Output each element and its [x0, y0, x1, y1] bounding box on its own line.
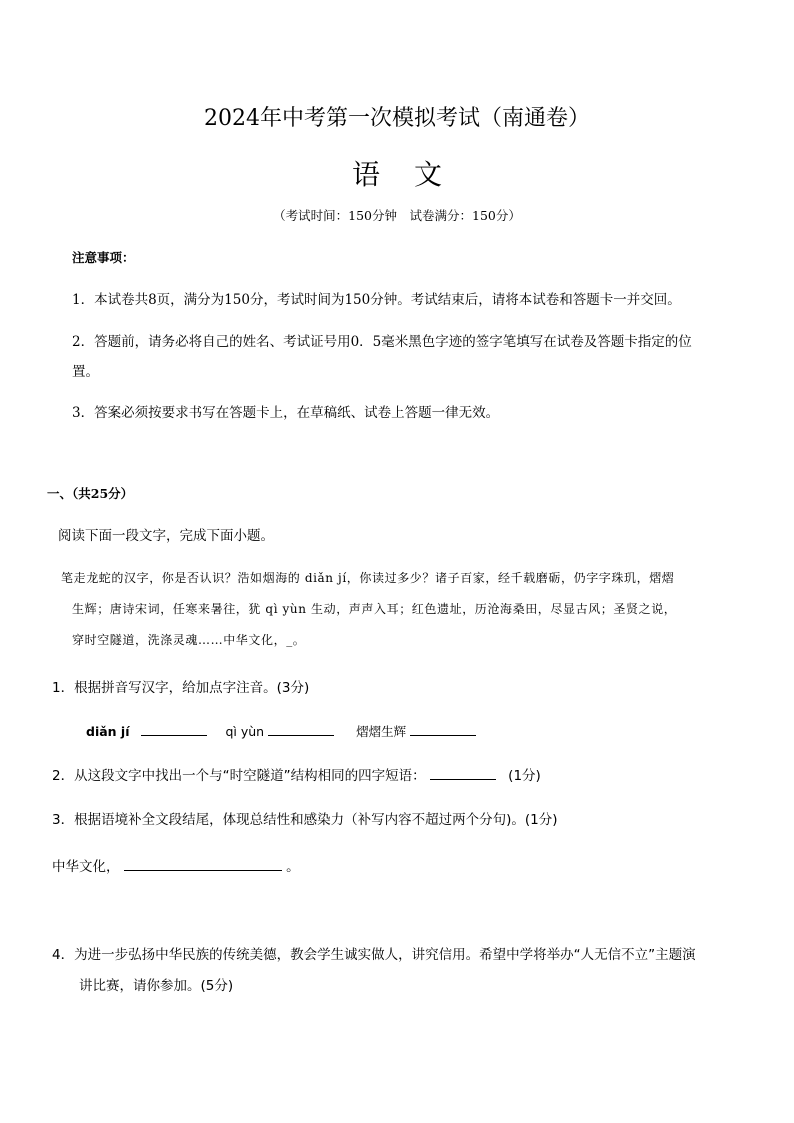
- q3-answer-prefix: 中华文化，: [52, 859, 120, 875]
- q1-item-a-blank[interactable]: [141, 721, 207, 736]
- passage-line-1: 笔走龙蛇的汉字，你是否认识？浩如烟海的 diǎn jí，你读过多少？诸子百家，经千载磨砺，仍字字珠玑，熠熠: [61, 571, 675, 585]
- q3-answer-blank[interactable]: [124, 856, 282, 871]
- q2-blank[interactable]: [430, 765, 496, 780]
- q1-item-a-label: diǎn jí: [86, 724, 130, 739]
- question-3: 3．根据语境补全文段结尾，体现总结性和感染力（补写内容不超过两个分句)。(1分): [52, 812, 558, 828]
- q2-score: (1分): [508, 768, 541, 784]
- exam-info: （考试时间：150分钟 试卷满分：150分）: [273, 208, 521, 223]
- section-instruction: 阅读下面一段文字，完成下面小题。: [58, 528, 274, 544]
- q1-item-c-blank[interactable]: [410, 721, 476, 736]
- question-2: [52, 764, 541, 784]
- question-4-line2: 讲比赛，请你参加。(5分): [79, 978, 234, 994]
- notice-item-2-line1: 2．答题前，请务必将自己的姓名、考试证号用0．5毫米黑色字迹的签字笔填写在试卷及答题卡指定的位: [72, 334, 692, 350]
- notice-heading: 注意事项：: [72, 250, 135, 265]
- q1-item-c-label: 熠熠生辉: [356, 724, 407, 739]
- passage-line-3: 穿时空隧道，洗涤灵魂……中华文化，_。: [72, 633, 306, 647]
- q2-text: 2．从这段文字中找出一个与“时空隧道”结构相同的四字短语：: [52, 768, 426, 784]
- notice-item-1: 1．本试卷共8页，满分为150分，考试时间为150分钟。考试结束后，请将本试卷和答题卡一并交回。: [72, 292, 681, 308]
- question-3-answer: [52, 855, 300, 875]
- q3-answer-suffix: 。: [286, 859, 300, 875]
- passage-line-2: 生辉；唐诗宋词，任寒来暑往，犹 qì yùn 生动，声声入耳；红色遗址，历沧海桑田，尽显古风；圣贤之说，: [72, 602, 677, 616]
- subject-title: 语文: [351, 158, 476, 191]
- question-4-line1: 4．为进一步弘扬中华民族的传统美德，教会学生诚实做人，讲究信用。希望中学将举办“人无信不立”主题演: [52, 947, 696, 963]
- q1-item-b-label: qì yùn: [225, 724, 265, 739]
- section-heading: 一、（共25分）: [47, 486, 134, 501]
- question-1: 1．根据拼音写汉字，给加点字注音。(3分): [52, 680, 310, 696]
- notice-item-3: 3．答案必须按要求书写在答题卡上，在草稿纸、试卷上答题一律无效。: [72, 405, 500, 421]
- q1-item-b-blank[interactable]: [268, 721, 334, 736]
- question-1-items: [86, 721, 476, 740]
- notice-item-2-line2: 置。: [72, 364, 99, 380]
- exam-title: 2024年中考第一次模拟考试（南通卷）: [204, 106, 590, 131]
